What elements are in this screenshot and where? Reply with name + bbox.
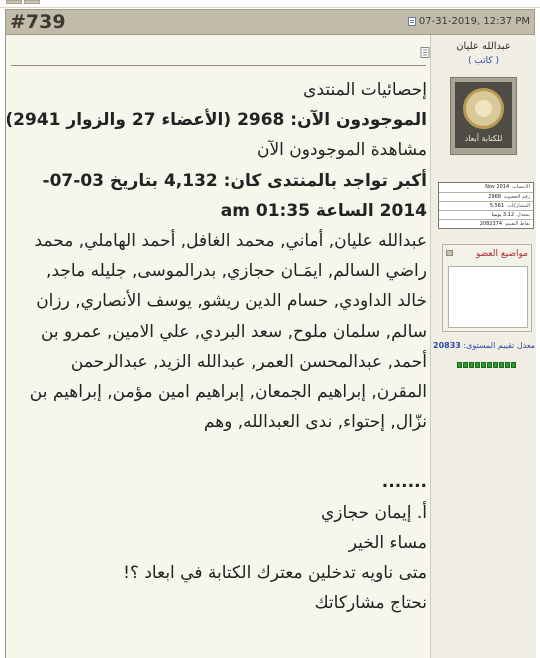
- info-value: 2082374: [479, 221, 503, 227]
- reputation-pip: [499, 362, 504, 368]
- post-document-icon: [408, 17, 416, 26]
- post-message: [5, 75, 427, 618]
- reputation-pip: [481, 362, 486, 368]
- post-date-text: 07-31-2019, 12:37 PM: [418, 16, 530, 27]
- member-topics-list[interactable]: [448, 266, 528, 328]
- level-rating: [433, 341, 535, 350]
- reply-button[interactable]: [24, 0, 40, 4]
- avatar-image: [455, 82, 512, 148]
- reputation-pip: [463, 362, 468, 368]
- reputation-pip: [469, 362, 474, 368]
- info-label: الانتساب: [512, 184, 530, 190]
- blank-line: [16, 437, 427, 467]
- reputation-pip: [493, 362, 498, 368]
- author-title: ( كاتب ): [467, 56, 500, 66]
- info-value: Nov 2014: [485, 184, 510, 190]
- info-row-joined: [439, 183, 533, 192]
- info-label: رقم العضوية: [503, 194, 530, 200]
- info-label: المشاركات: [507, 203, 530, 209]
- member-topics-title[interactable]: مواضيع العضو: [475, 249, 528, 259]
- content-divider: [11, 65, 426, 66]
- info-row-rate: [439, 210, 533, 219]
- greeting: مساء الخير: [348, 532, 427, 553]
- view-online-link[interactable]: مشاهدة الموجودون الآن: [256, 140, 427, 161]
- post-body: [5, 35, 535, 658]
- info-value: 5,561: [489, 203, 505, 209]
- member-topics-box: [442, 244, 532, 332]
- info-row-points: [439, 219, 533, 228]
- info-value: 2968: [488, 194, 501, 200]
- collapse-toggle-icon[interactable]: [446, 250, 453, 256]
- quote-button[interactable]: [6, 0, 22, 4]
- reputation-pip: [505, 362, 510, 368]
- online-now: الموجودون الآن: 2968 (الأعضاء 27 والزوار 2941): [5, 110, 427, 131]
- post-date: [408, 16, 530, 27]
- info-label: بمعدل: [517, 212, 530, 218]
- previous-post-footer: [0, 0, 540, 8]
- rating-label: معدل تقييم المستوى:: [463, 341, 535, 350]
- closing: نحتاج مشاركاتك: [314, 593, 427, 614]
- author-avatar[interactable]: [450, 77, 517, 155]
- avatar-emblem-icon: [463, 88, 504, 129]
- avatar-caption: للكتابة أبعاد: [464, 134, 503, 143]
- reputation-bar: [457, 362, 516, 368]
- reputation-pip: [487, 362, 492, 368]
- author-name[interactable]: عبدالله عليان: [456, 41, 511, 52]
- question: متى ناويه تدخلين معترك الكتابة في ابعاد ؟!: [123, 563, 427, 584]
- author-sidebar: [431, 35, 536, 658]
- reputation-pip: [457, 362, 462, 368]
- record-attendance: أكبر تواجد بالمنتدى كان: 4,132 بتاريخ 03-07-2014 الساعة 01:35 am: [42, 170, 427, 221]
- online-members-list: عبدالله عليان, أماني, محمد الغافل, أحمد الهاملي, محمد راضي السالم, ايمَـان حجازي, بدرالموسى, جليله ماجد, خالد الداودي, حسام الدين ريشو, يوسف الأنصاري, رزان سالم, سلمان ملوح, سعد البردي, علي الامين, عمرو بن أحمد, عبدالمحسن العمر, عبدالله الزيد, عبدالرحمن المقرن, إبراهيم الجمعان, إبراهيم امين مؤمن, إبراهيم بن نزّال, إحتواء, ندى العبدالله, وهم: [29, 231, 427, 433]
- reputation-pip: [475, 362, 480, 368]
- info-value: 3.12 يوميا: [491, 212, 515, 218]
- post-header: [5, 9, 535, 35]
- dots-separator: .......: [381, 472, 427, 493]
- reputation-pip: [511, 362, 516, 368]
- author-info-table: [438, 182, 534, 229]
- post-content: [6, 35, 431, 658]
- info-label: نقاط التقييم: [505, 221, 530, 227]
- rating-value: 20833: [433, 341, 461, 350]
- stats-heading: إحصائيات المنتدى: [303, 80, 427, 100]
- post-permalink[interactable]: #739: [10, 11, 66, 33]
- info-row-member-id: [439, 192, 533, 201]
- post-icon: [420, 47, 430, 58]
- addressee: أ. إيمان حجازي: [320, 502, 427, 523]
- info-row-posts: [439, 201, 533, 210]
